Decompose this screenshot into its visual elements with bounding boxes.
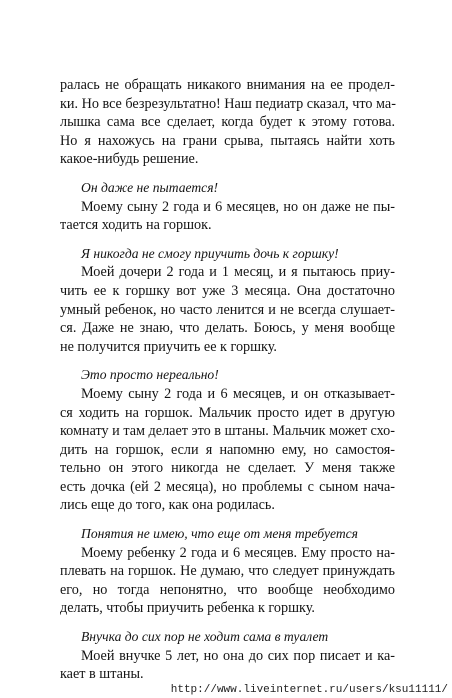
- paragraph: [60, 76, 395, 169]
- watermark-url: http://www.liveinternet.ru/users/ksu11111/: [170, 684, 448, 696]
- text-line: лись еще до того, как она родилась.: [60, 497, 275, 514]
- text-line: Моему сыну 2 года и 6 месяцев, но он даже не пы-: [81, 198, 395, 215]
- text-line: чить ее к горшку вот уже 3 месяца. Она достаточно: [60, 282, 395, 299]
- section-heading: Это просто нереально!: [81, 367, 219, 383]
- text-line: делать, чтобы приучить ребенка к горшку.: [60, 600, 315, 617]
- text-line: ся ходить на горшок. Мальчик просто идет в другую: [60, 404, 395, 421]
- text-line: Моей дочери 2 года и 1 месяц, и я пытаюсь приу-: [81, 264, 395, 281]
- text-line: Моей внучке 5 лет, но она до сих пор писает и ка-: [81, 647, 395, 664]
- text-line: плевать на горшок. Не думаю, что следует принуждать: [60, 563, 395, 580]
- text-line: его, но тогда непонятно, что вообще необходимо: [60, 581, 395, 598]
- section-heading: Я никогда не смогу приучить дочь к горшку!: [81, 245, 339, 261]
- text-line: Моему сыну 2 года и 6 месяцев, и он отказывает-: [81, 385, 395, 402]
- text-line: не получится приучить ее к горшку.: [60, 338, 277, 355]
- text-line: ралась не обращать никакого внимания на ее продел-: [60, 77, 395, 93]
- paragraph: [60, 544, 395, 618]
- text-line: комнату и там делает это в штаны. Мальчик может схо-: [60, 423, 395, 440]
- text-line: умный ребенок, но часто ленится и не всегда слушает-: [60, 301, 395, 318]
- text-line: Но я нахожусь на грани срыва, пытаясь найти хоть: [60, 132, 395, 149]
- section-heading: Понятия не имею, что еще от меня требуется: [81, 526, 358, 542]
- paragraph: [60, 263, 395, 356]
- book-page: [60, 76, 395, 684]
- paragraph: [60, 385, 395, 515]
- text-line: дить на горшок, если я напомню ему, но самостоя-: [60, 441, 395, 458]
- paragraph: [60, 647, 395, 684]
- section-heading: Он даже не пытается!: [81, 179, 219, 195]
- section-heading: Внучка до сих пор не ходит сама в туалет: [81, 629, 329, 645]
- text-line: Моему ребенку 2 года и 6 месяцев. Ему просто на-: [81, 544, 395, 561]
- text-line: ся. Даже не знаю, что делать. Боюсь, у меня вообще: [60, 320, 395, 337]
- text-line: тельно он этого никогда не сделает. У меня также: [60, 460, 395, 477]
- text-line: есть дочка (ей 2 месяца), но проблемы с сыном нача-: [60, 478, 395, 495]
- text-line: тается ходить на горшок.: [60, 217, 212, 234]
- text-line: кает в штаны.: [60, 666, 144, 683]
- text-line: ки. Но все безрезультатно! Наш педиатр сказал, что ма-: [60, 95, 396, 112]
- paragraph: [60, 198, 395, 235]
- text-line: какое-нибудь решение.: [60, 151, 199, 168]
- text-line: лышка сама все сделает, когда будет к этому готова.: [60, 114, 395, 131]
